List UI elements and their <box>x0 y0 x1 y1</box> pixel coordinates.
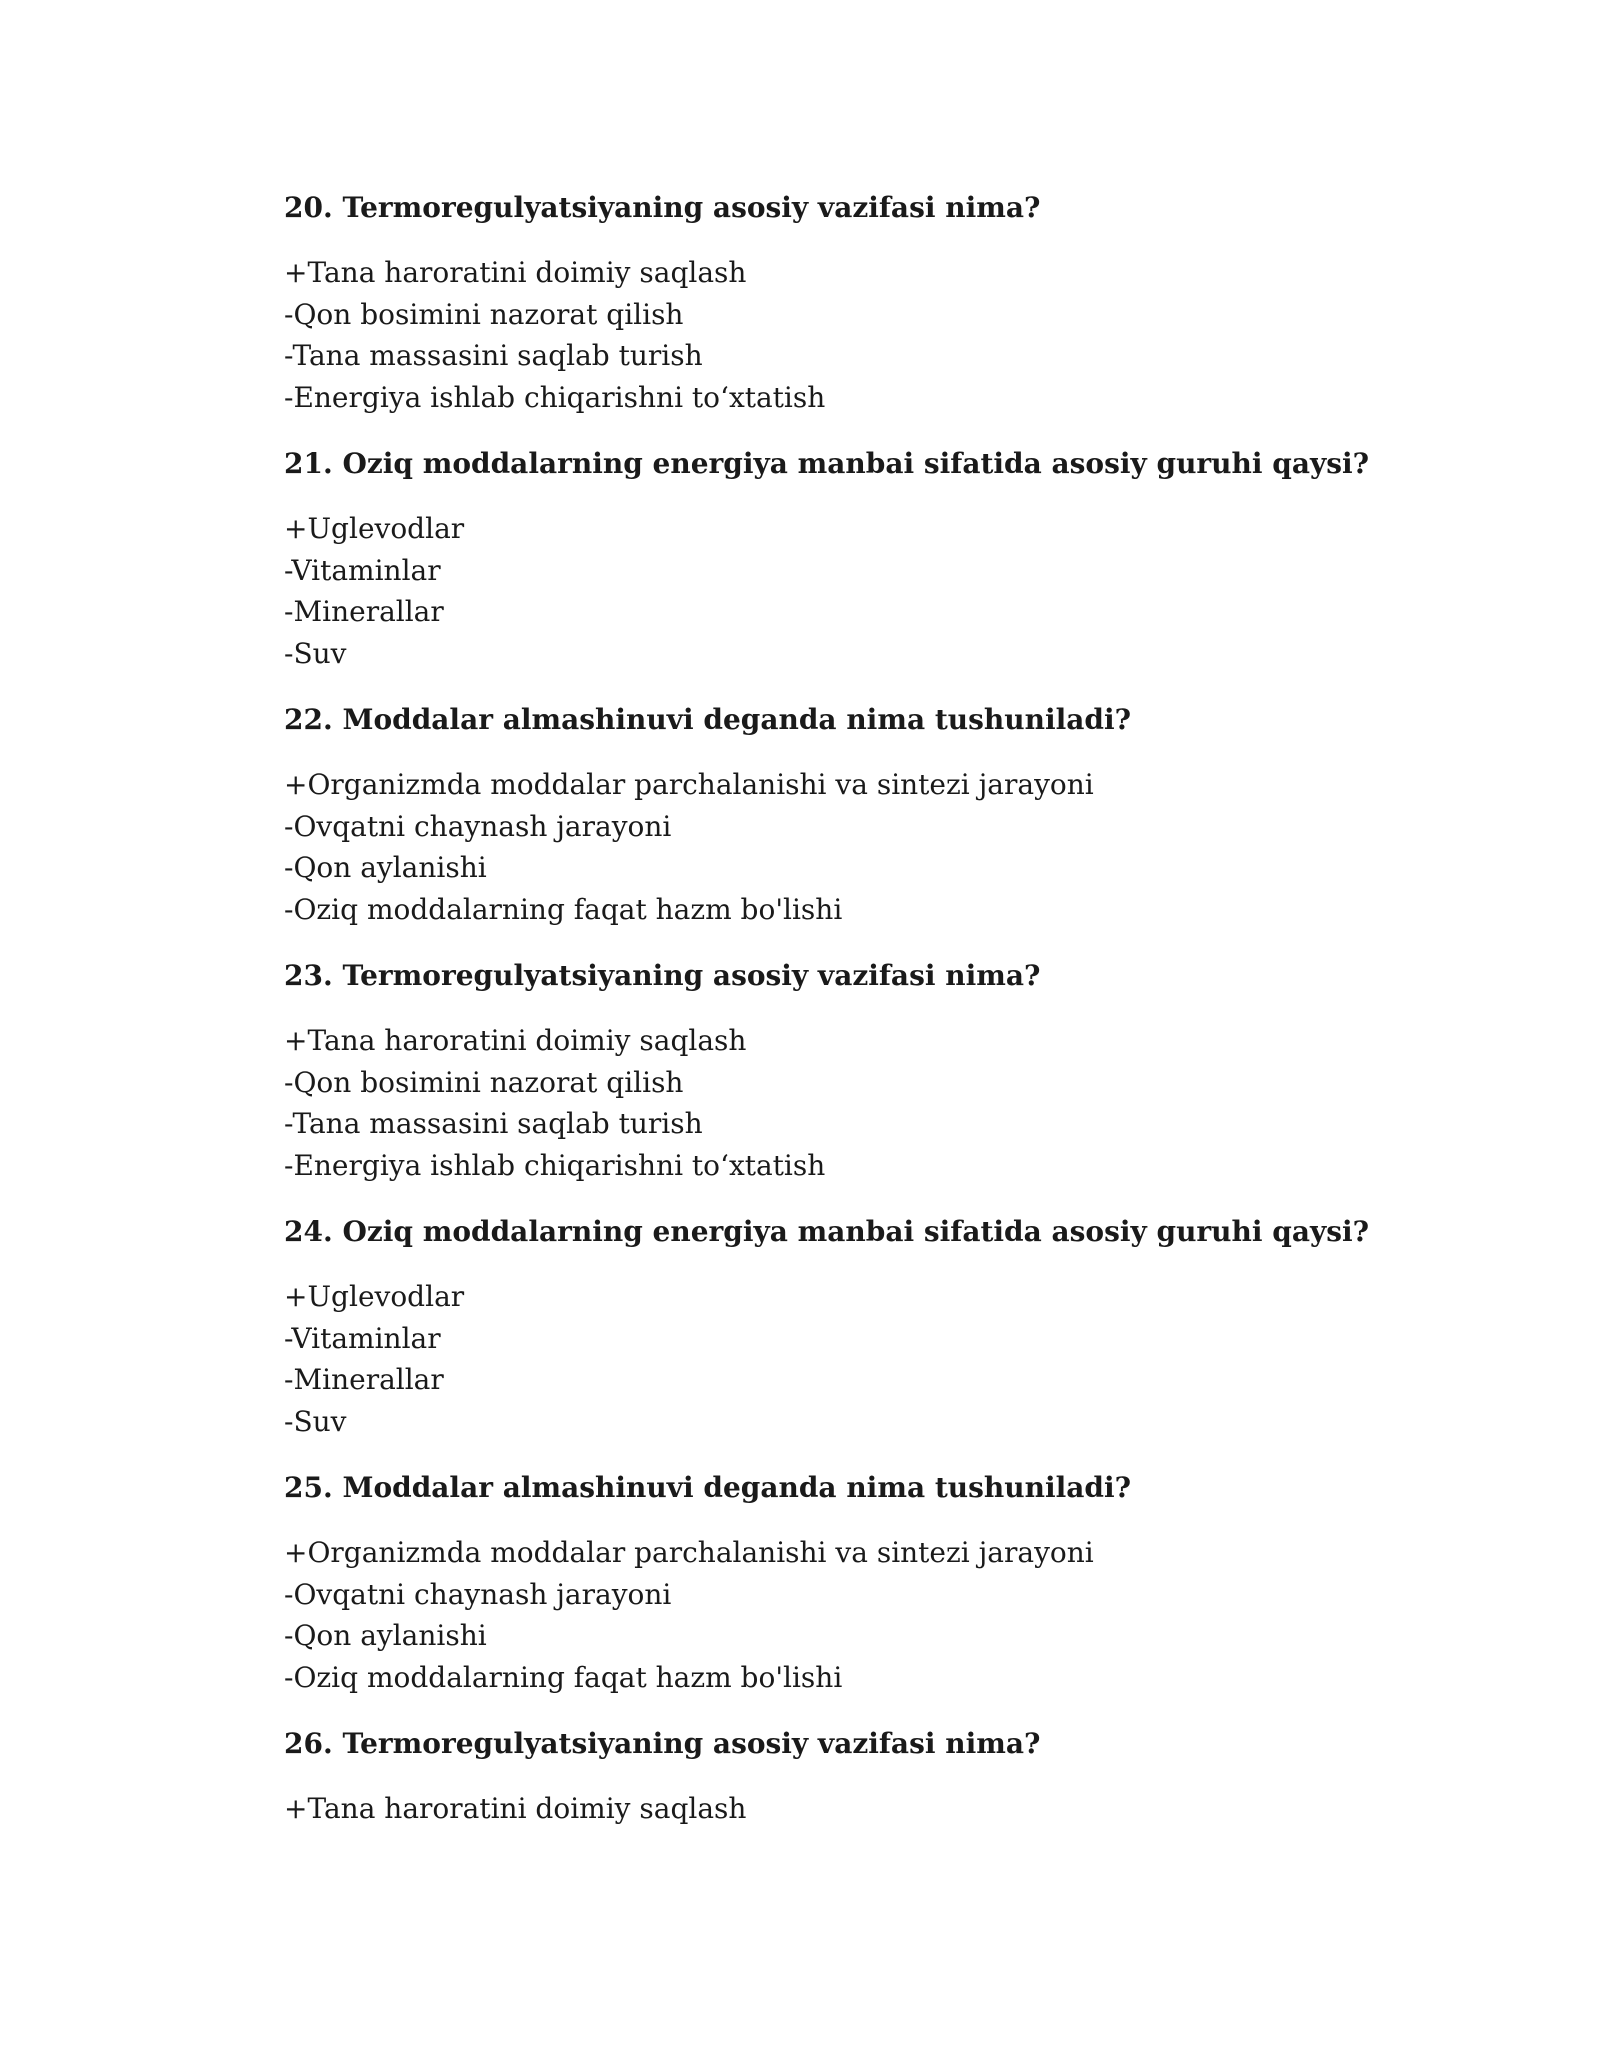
answer-option-correct: +Tana haroratini doimiy saqlash <box>284 256 747 289</box>
answer-option: -Vitaminlar <box>284 1321 441 1355</box>
question-20 <box>284 186 1384 418</box>
document-page <box>284 186 1384 1830</box>
answer-option: -Tana massasini saqlab turish <box>284 339 703 372</box>
answer-option: -Qon bosimini nazorat qilish <box>284 297 684 331</box>
question-23 <box>284 954 1384 1186</box>
answer-option-correct: +Uglevodlar <box>284 512 465 545</box>
answer-option-correct: +Uglevodlar <box>284 1280 465 1313</box>
answer-option: -Qon aylanishi <box>284 851 487 884</box>
answer-option: -Minerallar <box>284 595 444 628</box>
answer-option-correct: +Organizmda moddalar parchalanishi va sintezi jarayoni <box>284 768 1094 801</box>
answer-option-correct: +Organizmda moddalar parchalanishi va sintezi jarayoni <box>284 1536 1094 1569</box>
answer-option: -Energiya ishlab chiqarishni to‘xtatish <box>284 380 826 414</box>
answer-option-correct: +Tana haroratini doimiy saqlash <box>284 1792 747 1825</box>
answer-option: -Suv <box>284 1404 347 1438</box>
question-26 <box>284 1722 1384 1830</box>
answer-option: -Qon bosimini nazorat qilish <box>284 1065 684 1099</box>
answer-option: -Ovqatni chaynash jarayoni <box>284 1577 672 1611</box>
question-22 <box>284 698 1384 930</box>
answer-option: -Suv <box>284 636 347 670</box>
answer-option: -Oziq moddalarning faqat hazm bo'lishi <box>284 1660 843 1694</box>
question-25 <box>284 1466 1384 1698</box>
answer-option: -Vitaminlar <box>284 553 441 587</box>
answer-option: -Minerallar <box>284 1363 444 1396</box>
answer-options <box>284 764 1384 930</box>
question-title: 21. Oziq moddalarning energiya manbai sifatida asosiy guruhi qaysi? <box>284 447 1370 480</box>
question-title: 25. Moddalar almashinuvi deganda nima tushuniladi? <box>284 1471 1131 1504</box>
question-24 <box>284 1210 1384 1442</box>
answer-options <box>284 1788 1384 1830</box>
answer-option-correct: +Tana haroratini doimiy saqlash <box>284 1024 747 1057</box>
answer-option: -Ovqatni chaynash jarayoni <box>284 809 672 843</box>
answer-options <box>284 1532 1384 1698</box>
question-title: 20. Termoregulyatsiyaning asosiy vazifasi nima? <box>284 191 1041 224</box>
question-title: 23. Termoregulyatsiyaning asosiy vazifasi nima? <box>284 959 1041 992</box>
question-title: 22. Moddalar almashinuvi deganda nima tushuniladi? <box>284 703 1131 736</box>
answer-options <box>284 252 1384 418</box>
answer-option: -Energiya ishlab chiqarishni to‘xtatish <box>284 1148 826 1182</box>
answer-options <box>284 1276 1384 1442</box>
answer-option: -Qon aylanishi <box>284 1619 487 1652</box>
answer-option: -Oziq moddalarning faqat hazm bo'lishi <box>284 892 843 926</box>
question-title: 24. Oziq moddalarning energiya manbai sifatida asosiy guruhi qaysi? <box>284 1215 1370 1248</box>
answer-options <box>284 1020 1384 1186</box>
question-title: 26. Termoregulyatsiyaning asosiy vazifasi nima? <box>284 1727 1041 1760</box>
question-21 <box>284 442 1384 674</box>
answer-option: -Tana massasini saqlab turish <box>284 1107 703 1140</box>
answer-options <box>284 508 1384 674</box>
